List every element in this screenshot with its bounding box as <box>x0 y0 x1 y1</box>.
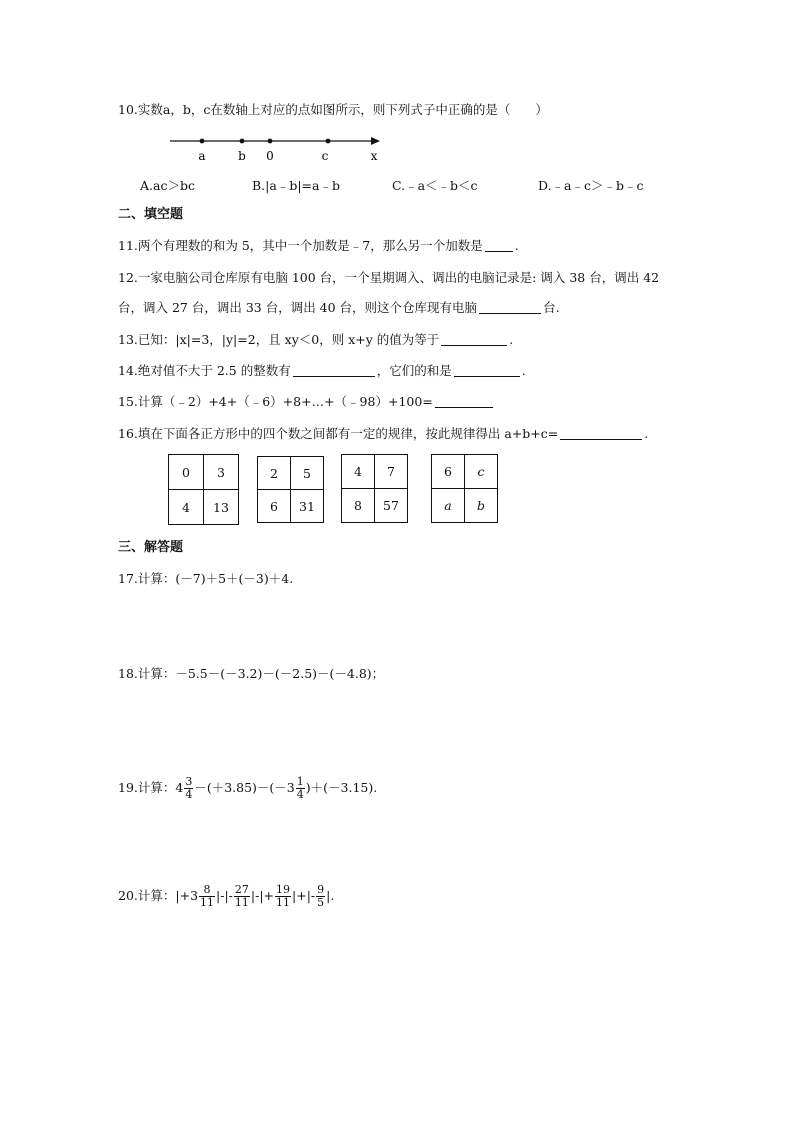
label-c: c <box>321 149 329 163</box>
point-c <box>326 139 331 144</box>
answer-blank <box>435 395 493 408</box>
question-14-end: . <box>521 363 526 378</box>
question-14 <box>118 363 526 379</box>
question-20-mid3: |+|- <box>292 888 316 903</box>
square-cell: 8 <box>342 489 375 523</box>
question-20-prefix: 20.计算：|+3 <box>118 888 199 903</box>
answer-blank <box>479 301 541 314</box>
point-zero <box>268 139 273 144</box>
question-14-text-1: 14.绝对值不大于 2.5 的整数有 <box>118 363 291 378</box>
square-1 <box>168 454 239 525</box>
option-b: B.|a﹣b|=a﹣b <box>252 178 340 193</box>
answer-blank <box>485 239 513 252</box>
square-cell: 4 <box>342 455 375 489</box>
question-12-text: 台，调入 27 台，调出 33 台，调出 40 台，则这个仓库现有电脑 <box>118 300 478 315</box>
square-cell: 57 <box>375 489 408 523</box>
square-cell: 6 <box>258 490 291 523</box>
question-13-text: 13.已知：|x|=3，|y|=2，且 xy＜0，则 x+y 的值为等于 <box>118 332 440 347</box>
square-cell-b: b <box>465 489 498 523</box>
question-18: 18.计算：－5.5－(－3.2)－(－2.5)－(－4.8)； <box>118 666 385 681</box>
question-20 <box>118 878 334 914</box>
question-19-prefix: 19.计算： <box>118 780 176 795</box>
option-a: A.ac＞bc <box>140 178 195 193</box>
question-11-text: 11.两个有理数的和为 5，其中一个加数是﹣7，那么另一个加数是 <box>118 238 483 253</box>
number-line-arrow <box>371 137 380 145</box>
label-x: x <box>370 149 378 163</box>
fraction: $\frac{27}{11}$ <box>234 883 249 909</box>
answer-blank-2 <box>454 364 520 377</box>
fraction: $\frac{19}{11}$ <box>276 883 291 909</box>
label-a: a <box>198 149 206 163</box>
question-20-suffix: |. <box>326 888 335 903</box>
square-cell: 13 <box>204 490 239 525</box>
question-11 <box>118 238 519 254</box>
square-cell: 31 <box>291 490 324 523</box>
point-a <box>200 139 205 144</box>
question-10-text: 10.实数a，b，c在数轴上对应的点如图所示，则下列式子中正确的是（ ） <box>118 102 548 117</box>
question-13-end: . <box>509 332 514 347</box>
square-2 <box>257 456 324 523</box>
option-d: D.﹣a﹣c＞﹣b﹣c <box>538 178 644 193</box>
fraction: $\frac{9}{5}$ <box>317 883 325 909</box>
square-4 <box>431 454 498 523</box>
question-19 <box>118 770 377 806</box>
square-cell-c: c <box>465 455 498 489</box>
fraction: $\frac{3}{4}$ <box>185 775 193 801</box>
square-3 <box>341 454 408 523</box>
mixed-whole: 4 <box>175 780 184 795</box>
answer-blank <box>441 333 507 346</box>
question-14-text-2: ，它们的和是 <box>376 363 452 378</box>
square-cell-a: a <box>432 489 465 523</box>
point-b <box>240 139 245 144</box>
square-cell: 4 <box>169 490 204 525</box>
answer-blank <box>560 427 642 440</box>
question-12-line1: 12.一家电脑公司仓库原有电脑 100 台，一个星期调入、调出的电脑记录是: 调入 38 台，调出 42 <box>118 270 660 285</box>
question-16-end: . <box>644 426 649 441</box>
question-12-end: 台. <box>543 300 560 315</box>
question-16 <box>118 426 648 442</box>
square-cell: 5 <box>291 457 324 490</box>
question-17: 17.计算：(－7)＋5＋(－3)＋4. <box>118 571 294 586</box>
fraction: $\frac{8}{11}$ <box>200 883 215 909</box>
option-c: C.﹣a＜﹣b＜c <box>392 178 478 193</box>
fraction: $\frac{1}{4}$ <box>296 775 304 801</box>
answer-blank-1 <box>293 364 375 377</box>
label-b: b <box>238 149 246 163</box>
question-12-line2 <box>118 300 560 316</box>
square-cell: 6 <box>432 455 465 489</box>
question-16-text: 16.填在下面各正方形中的四个数之间都有一定的规律，按此规律得出 a+b+c= <box>118 426 559 441</box>
label-zero: 0 <box>266 149 274 163</box>
question-15-text: 15.计算（﹣2）+4+（﹣6）+8+…+（﹣98）+100= <box>118 394 433 409</box>
square-cell: 0 <box>169 455 204 490</box>
question-13 <box>118 332 513 348</box>
question-15 <box>118 394 495 410</box>
question-19-suffix: )＋(－3.15). <box>305 780 378 795</box>
number-line-diagram <box>170 134 390 166</box>
square-cell: 2 <box>258 457 291 490</box>
question-11-end: . <box>514 238 519 253</box>
question-19-mid: －(＋3.85)－(－3 <box>194 780 295 795</box>
section-solve-title: 三、解答题 <box>118 540 184 555</box>
section-fill-in-title: 二、填空题 <box>118 207 184 222</box>
question-20-mid1: |-|- <box>216 888 233 903</box>
square-cell: 3 <box>204 455 239 490</box>
square-cell: 7 <box>375 455 408 489</box>
question-20-mid2: |-|+ <box>250 888 275 903</box>
